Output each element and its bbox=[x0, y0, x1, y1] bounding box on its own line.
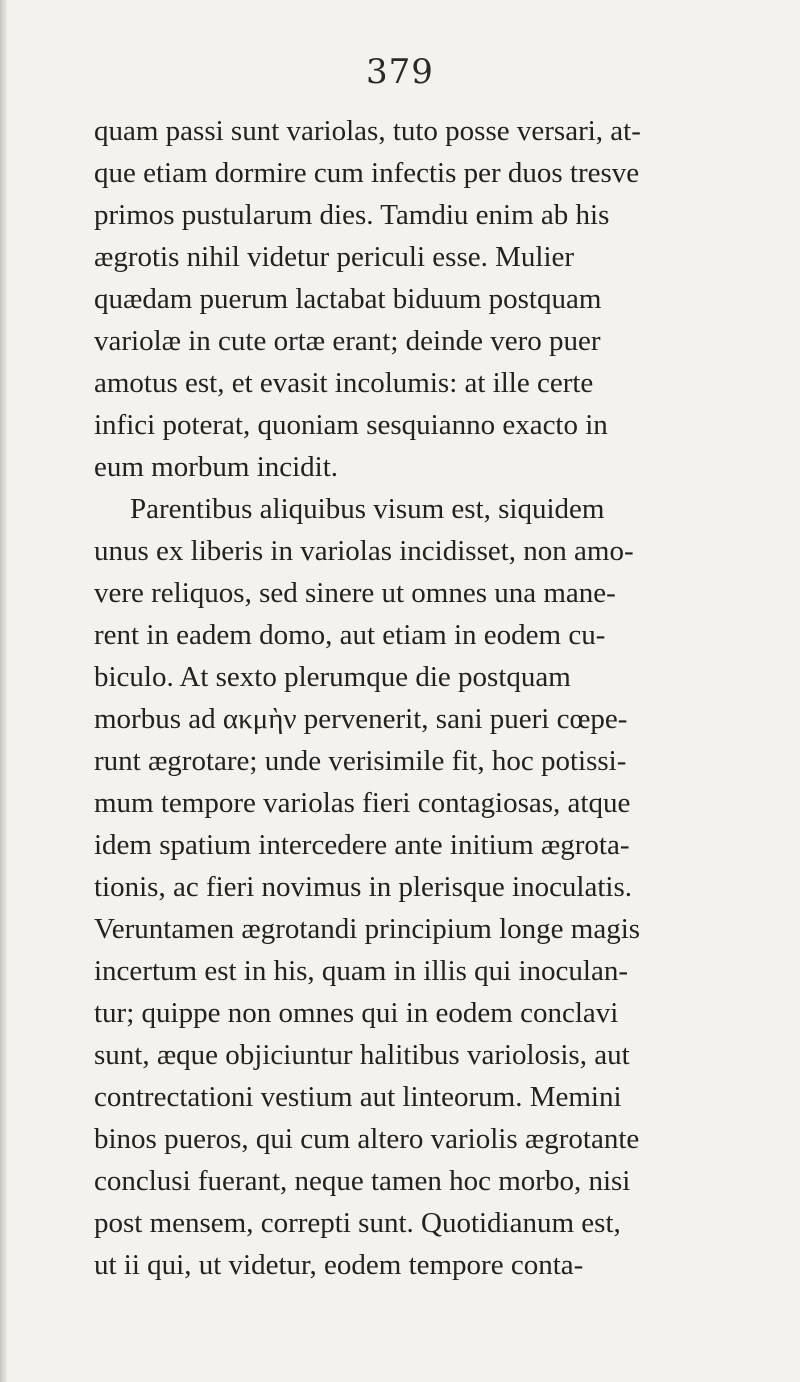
page-number: 379 bbox=[366, 52, 434, 92]
text-line: post mensem, correpti sunt. Quotidianum est, bbox=[94, 1207, 621, 1239]
text-line: primos pustularum dies. Tamdiu enim ab his bbox=[94, 199, 610, 231]
text-line: tionis, ac fieri novimus in plerisque inoculatis. bbox=[94, 871, 633, 903]
body-text bbox=[94, 110, 794, 1286]
text-line: variolæ in cute ortæ erant; deinde vero puer bbox=[94, 325, 601, 357]
text-line: contrectationi vestium aut linteorum. Memini bbox=[94, 1081, 622, 1113]
text-line: tur; quippe non omnes qui in eodem conclavi bbox=[94, 997, 619, 1029]
text-line: infici poterat, quoniam sesquianno exacto in bbox=[94, 409, 608, 441]
text-line: biculo. At sexto plerumque die postquam bbox=[94, 661, 571, 693]
text-line: ægrotis nihil videtur periculi esse. Mulier bbox=[94, 241, 575, 273]
text-line: eum morbum incidit. bbox=[94, 451, 339, 483]
text-line: sunt, æque objiciuntur halitibus variolosis, aut bbox=[94, 1039, 630, 1071]
text-line: quam passi sunt variolas, tuto posse versari, at- bbox=[94, 115, 641, 147]
text-line: Parentibus aliquibus visum est, siquidem bbox=[130, 493, 605, 525]
text-line: quædam puerum lactabat biduum postquam bbox=[94, 283, 602, 315]
page-binding-edge bbox=[0, 0, 7, 1382]
text-line: morbus ad ακμὴν pervenerit, sani pueri cœpe- bbox=[94, 703, 628, 735]
text-line: incertum est in his, quam in illis qui inoculan- bbox=[94, 955, 629, 987]
text-line: runt ægrotare; unde verisimile fit, hoc potissi- bbox=[94, 745, 627, 777]
text-line: conclusi fuerant, neque tamen hoc morbo, nisi bbox=[94, 1165, 631, 1197]
text-line: rent in eadem domo, aut etiam in eodem cu- bbox=[94, 619, 606, 651]
text-line: unus ex liberis in variolas incidisset, non amo- bbox=[94, 535, 634, 567]
text-line: idem spatium intercedere ante initium ægrota- bbox=[94, 829, 630, 861]
text-line: binos pueros, qui cum altero variolis ægrotante bbox=[94, 1123, 640, 1155]
text-line: mum tempore variolas fieri contagiosas, atque bbox=[94, 787, 631, 819]
text-line: amotus est, et evasit incolumis: at ille certe bbox=[94, 367, 594, 399]
text-line: que etiam dormire cum infectis per duos tresve bbox=[94, 157, 640, 189]
text-line: vere reliquos, sed sinere ut omnes una mane- bbox=[94, 577, 616, 609]
text-line: Veruntamen ægrotandi principium longe magis bbox=[94, 913, 641, 945]
text-line: ut ii qui, ut videtur, eodem tempore conta- bbox=[94, 1249, 584, 1281]
